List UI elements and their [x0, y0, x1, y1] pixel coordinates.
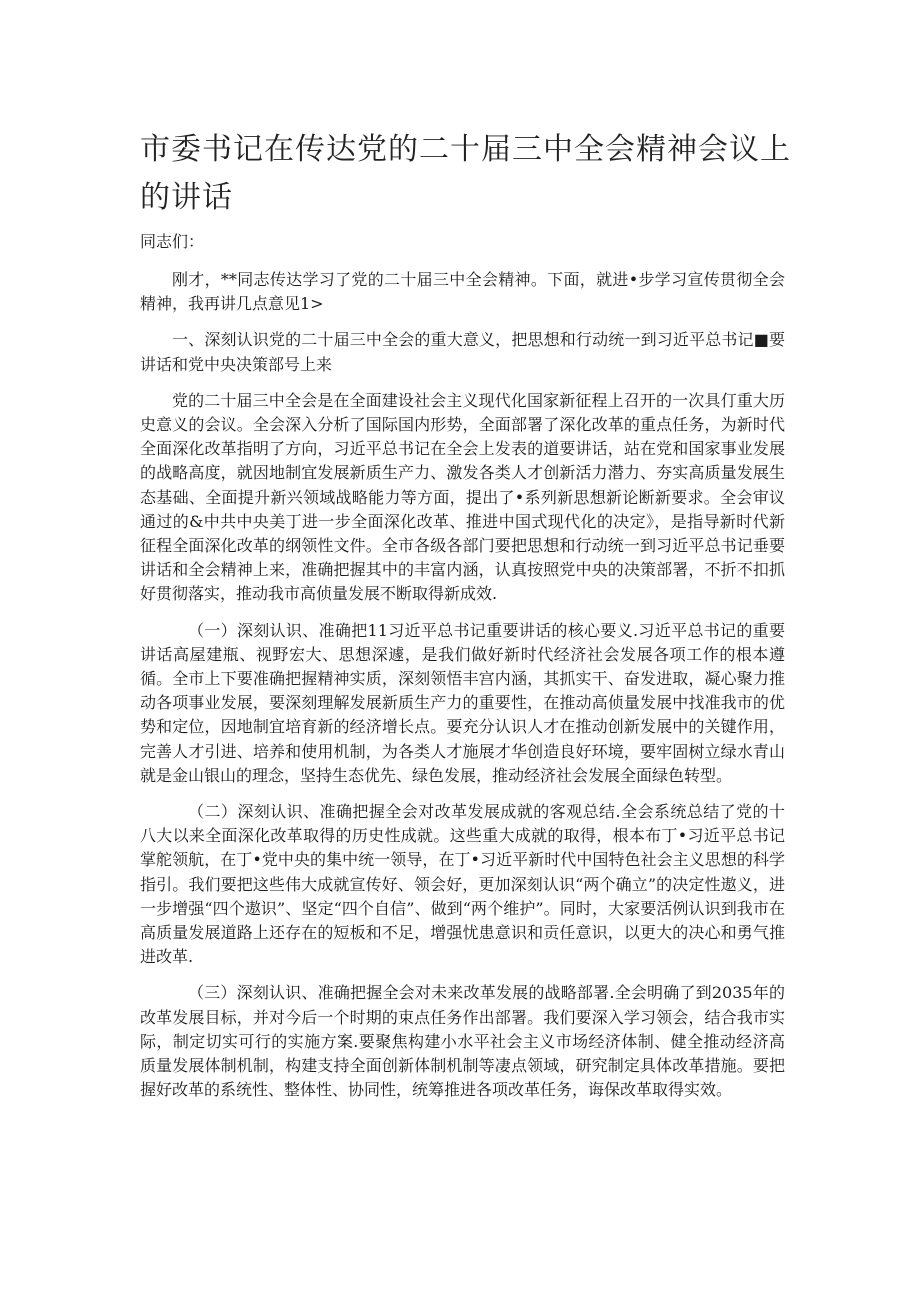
- document-title: 市委书记在传达党的二十届三中全会精神会议上的讲话: [140, 132, 791, 215]
- subsection-paragraph-1: （一）深刻认识、准确把11习近平总书记重要讲话的核心要义.习近平总书记的重要讲话高屋建瓶、视野宏大、思想深遽，是我们做好新时代经济社会发展各项工作的根本遵循。全市上下要准确把握精神实质，深刻领悟丰宫内涵，其抓实干、奋发进取，凝心聚力推动各项事业发展，要深刻理解发展新质生产力的重要性，在推动高侦量发展中找准我市的优势和定位，因地制宜培育新的经济增长点。要充分认识人才在推动创新发展中的关键作用，完善人才引进、培养和使用机制，为各类人才施展才华创造良好环境，要牢固树立绿水青山就是金山银山的理念，坚持生态优先、绿色发展，推动经济社会发展全面绿色转型。: [140, 620, 785, 785]
- subsection-paragraph-2: （二）深刻认识、准确把握全会对改革发展成就的客观总结.全会系统总结了党的十八大以来全面深化改革取得的历史性成就。这些重大成就的取得，根本布丁•习近平总书记掌舵领航，在丁•党中央的集中统一领导，在丁•习近平新时代中国特色社会主义思想的科学指引。我们要把这些伟大成就宣传好、领会好，更加深刻认识“两个确立”的决定性遨义，进一步增强“四个遨识”、坚定“四个自信”、做到“两个维护”。同时，大家要活例认识到我市在高质量发展道路上还存在的短板和不足，增强忧患意识和贡任意识，以更大的决心和勇气推进改革.: [140, 802, 785, 967]
- body-paragraph: 党的二十届三中全会是在全面建设社会主义现代化国家新征程上召开的一次具仃重大历史意义的会议。全会深入分析了国际国内形势，全面部署了深化改革的重点任务，为新时代全面深化改革指明了方向，习近平总书记在全会上发表的道要讲话，站在党和国家事业发展的战略高度，就因地制宜发展新质生产力、激发各类人才创新活力潜力、夯实高质量发展生态基础、全面提升新兴领域战略能力等方面，提出了•系列新思想新论断新要求。全会审议通过的&中共中央美丁进一步全面深化改革、推进中国式现代化的决定》，是指导新时代新征程全面深化改革的纲领性文件。全市各级各部门要把思想和行动统一到习近平总书记垂要讲话和全会精神上来，准确把握其中的丰富内涵，认真按照党中央的决策部署，不折不扣抓好贯彻落实，推动我市高侦量发展不断取得新成效.: [140, 390, 785, 604]
- document-body: [140, 230, 785, 1115]
- section-heading: 一、深刻认识党的二十届三中全会的重大意义，把思想和行动统一到习近平总书记■要讲话和党中央决策部号上来: [140, 330, 785, 374]
- opening-paragraph: 刚才，**同志传达学习了党的二十届三中全会精神。下面，就进•步学习宣传贯彻全会精神，我再讲几点意见1>: [140, 270, 785, 314]
- salutation: 同志们：: [140, 232, 205, 251]
- subsection-paragraph-3: （三）深刻认识、准确把握全会对未来改革发展的战略部署.全会明确了到2035年的改革发展目标，并对今后一个时期的束点任务作出部署。我们要深入学习领会，结合我市实际，制定切实可行的实施方案.要聚焦构建小水平社会主义市场经济体制、健全推动经济高质量发展体制机制，构建支持全面创新体制机制等凄点领域，研究制定具体改革措施。要把握好改革的系统性、整体性、协同性，统筹推进各项改革任务，诲保改革取得实效。: [140, 983, 785, 1100]
